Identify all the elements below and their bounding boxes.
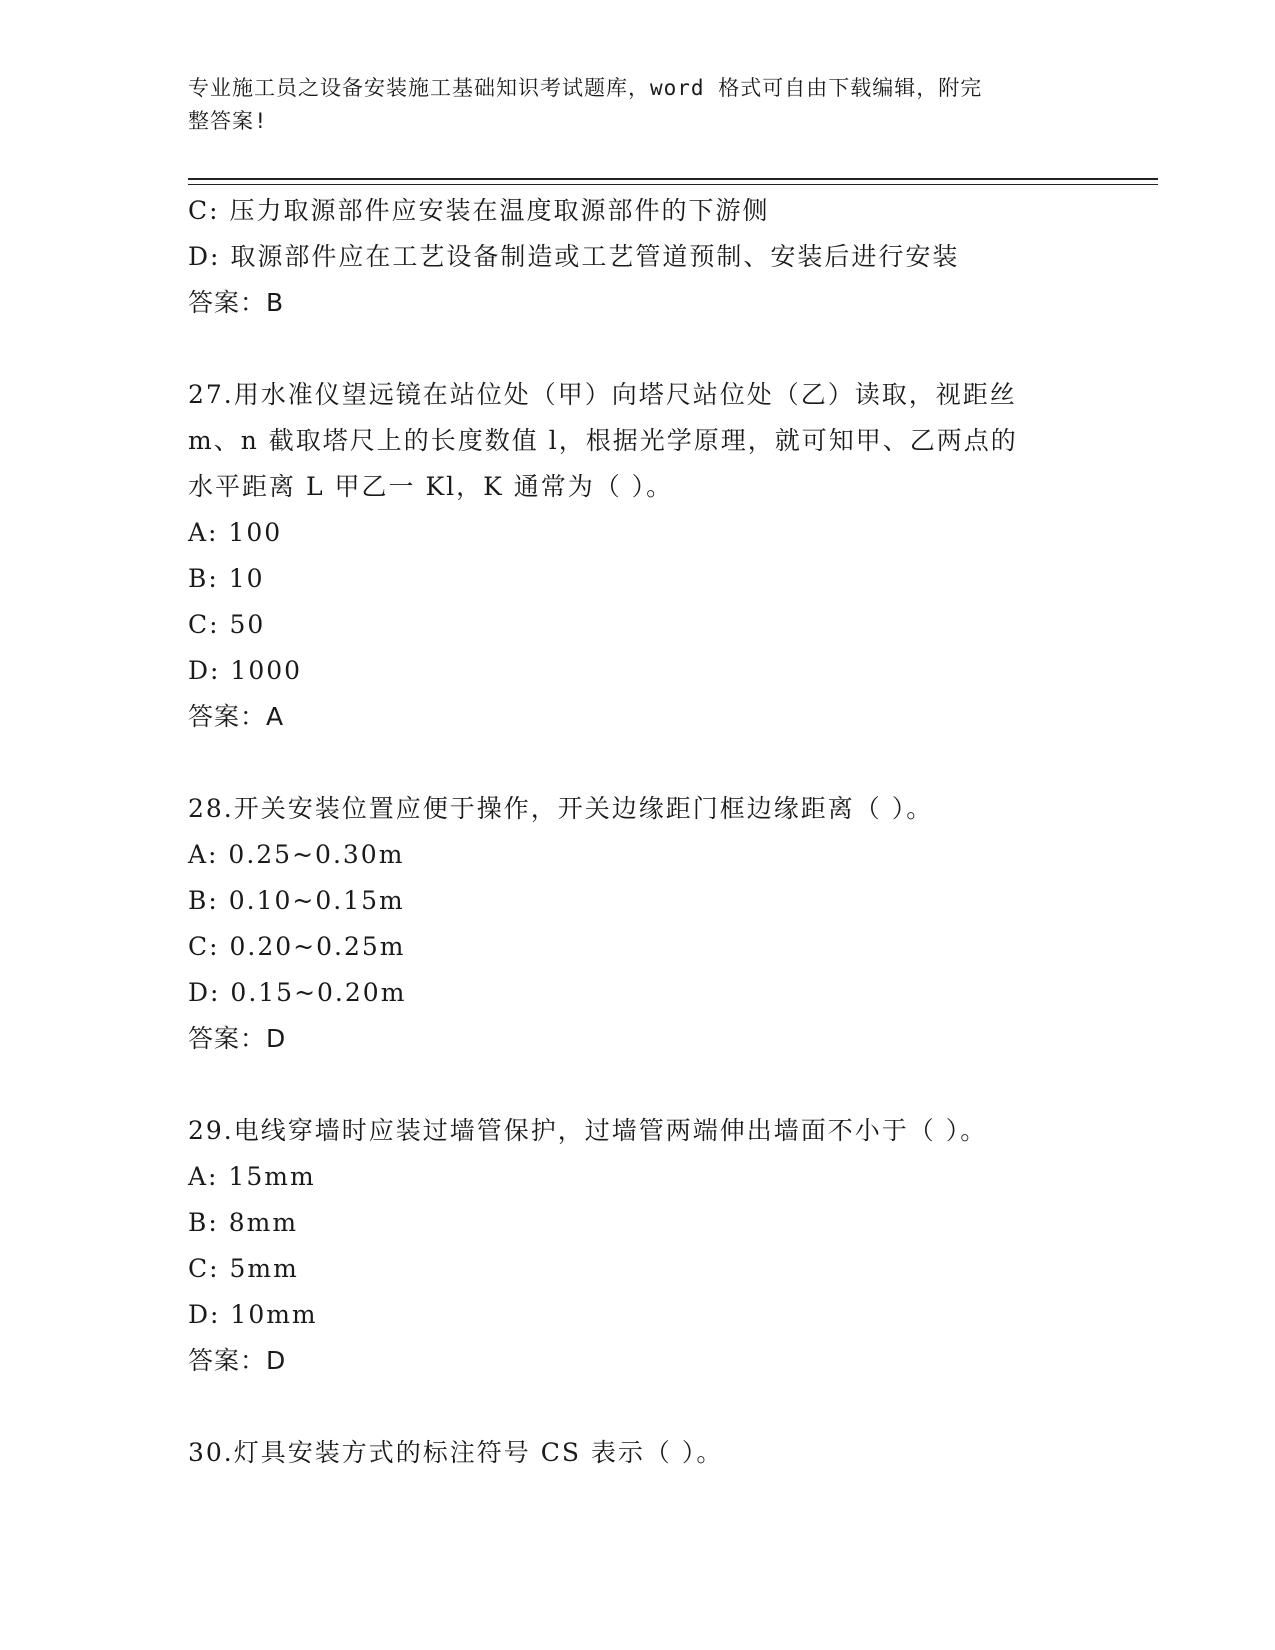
option-line: D: 10mm <box>188 1300 318 1329</box>
question-line: 30.灯具安装方式的标注符号 CS 表示（ ）。 <box>188 1438 724 1467</box>
answer-line: 答案：A <box>188 702 285 731</box>
spacer <box>188 740 1088 786</box>
option-line: A: 0.25~0.30m <box>188 840 405 869</box>
option-line: D: 0.15~0.20m <box>188 978 407 1007</box>
spacer <box>188 1062 1088 1108</box>
answer-line: 答案：D <box>188 1024 287 1053</box>
header-line-1: 专业施工员之设备安装施工基础知识考试题库，word 格式可自由下载编辑，附完 <box>188 76 983 100</box>
option-line: A: 100 <box>188 518 283 547</box>
option-line: D: 取源部件应在工艺设备制造或工艺管道预制、安装后进行安装 <box>188 242 960 271</box>
question-content <box>188 188 1088 1476</box>
document-header <box>188 72 1088 138</box>
question-line: m、n 截取塔尺上的长度数值 l，根据光学原理，就可知甲、乙两点的 <box>188 426 1018 455</box>
option-line: C: 5mm <box>188 1254 299 1283</box>
header-rule-thin <box>188 184 1158 185</box>
spacer <box>188 1384 1088 1430</box>
question-line: 28.开关安装位置应便于操作，开关边缘距门框边缘距离（ ）。 <box>188 794 934 823</box>
answer-line: 答案：D <box>188 1346 287 1375</box>
spacer <box>188 326 1088 372</box>
question-line: 水平距离 L 甲乙一 Kl，K 通常为（ ）。 <box>188 472 674 501</box>
question-line: 29.电线穿墙时应装过墙管保护，过墙管两端伸出墙面不小于（ ）。 <box>188 1116 988 1145</box>
option-line: C: 50 <box>188 610 266 639</box>
answer-line: 答案：B <box>188 288 285 317</box>
question-line: 27.用水准仪望远镜在站位处（甲）向塔尺站位处（乙）读取，视距丝 <box>188 380 1017 409</box>
header-rule-thick <box>188 178 1158 180</box>
option-line: B: 8mm <box>188 1208 299 1237</box>
header-line-2: 整答案! <box>188 109 268 133</box>
option-line: B: 0.10~0.15m <box>188 886 405 915</box>
option-line: D: 1000 <box>188 656 303 685</box>
option-line: C: 0.20~0.25m <box>188 932 406 961</box>
option-line: B: 10 <box>188 564 265 593</box>
option-line: A: 15mm <box>188 1162 316 1191</box>
option-line: C: 压力取源部件应安装在温度取源部件的下游侧 <box>188 196 770 225</box>
